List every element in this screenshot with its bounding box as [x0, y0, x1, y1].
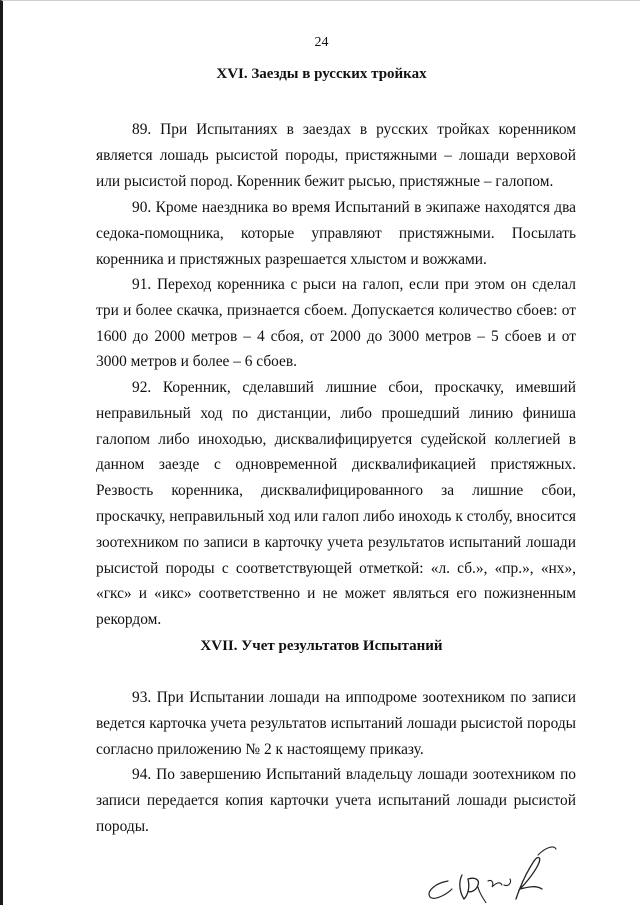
page-number: 24	[314, 35, 329, 50]
paragraph-90: 90. Кроме наездника во время Испытаний в экипаже находятся два седока-помощника, которые управляют пристяжными. Посылать коренника и пристяжных разрешается хлыстом и вожжами.	[96, 199, 576, 268]
paragraph-94: 94. По завершению Испытаний владельцу лошади зоотехником по записи передается копия карточки учета испытаний лошади рысистой породы.	[96, 766, 576, 835]
section-title-xvi: XVI. Заезды в русских тройках	[216, 66, 427, 82]
paragraph-93: 93. При Испытании лошади на ипподроме зоотехником по записи ведется карточка учета результатов испытаний лошади рысистой породы согласно приложению № 2 к настоящему приказу.	[96, 689, 576, 758]
paragraph-92: 92. Коренник, сделавший лишние сбои, проскачку, имевший неправильный ход по дистанции, либо прошедший линию финиша галопом либо иноходью, дисквалифицируется судейской коллегией в данном заезде с одновременной дисквалификацией пристяжных. Резвость коренника, дисквалифицированного за лишние сбои, проскачку, неправильный ход или галоп либо иноходь к столбу, вносится зоотехником по записи в карточку учета результатов испытаний лошади рысистой породы с соответствующей отметкой: «л. сб.», «пр.», «нх», «гкс» и «икс» соответственно и не может являться его пожизненным рекордом.	[96, 379, 576, 629]
handwritten-signature	[408, 843, 568, 903]
paragraph-91: 91. Переход коренника с рыси на галоп, если при этом он сделал три и более скачка, признается сбоем. Допускается количество сбоев: от 1600 до 2000 метров – 4 сбоя, от 2000 до 3000 метров – 5 сбоев и от 3000 метров и более – 6 сбоев.	[96, 276, 576, 371]
section-title-xvii: XVII. Учет результатов Испытаний	[200, 638, 443, 654]
paragraph-89: 89. При Испытаниях в заездах в русских тройках коренником является лошадь рысистой породы, пристяжными – лошади верховой или рысистой пород. Коренник бежит рысью, пристяжные – галопом.	[96, 121, 576, 190]
